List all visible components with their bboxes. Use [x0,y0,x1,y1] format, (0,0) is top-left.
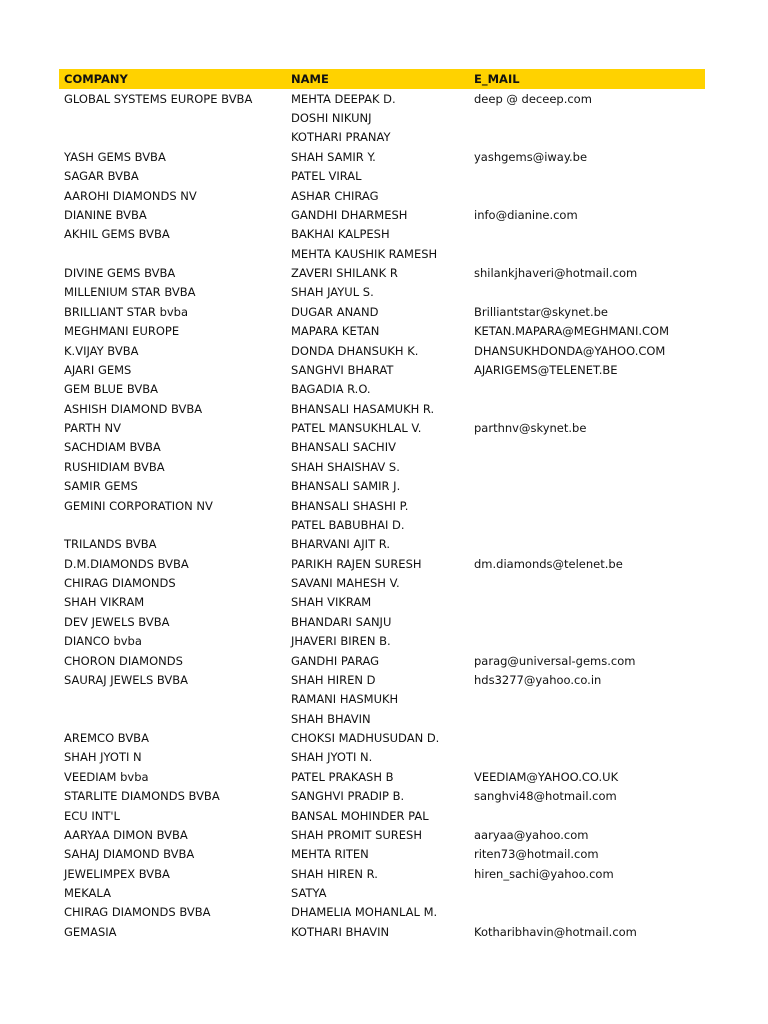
email-cell: dm.diamonds@telenet.be [474,556,623,571]
name-cell: SHAH VIKRAM [291,595,372,610]
table-row [59,554,705,573]
table-row [59,457,705,476]
table-row [59,632,705,651]
table-row [59,651,705,670]
company-cell: AJARI GEMS [64,362,132,377]
name-cell: PATEL MANSUKHLAL V. [291,421,422,436]
table-row [59,186,705,205]
table-row [59,341,705,360]
table-row [59,728,705,747]
table-row [59,845,705,864]
company-cell: MEGHMANI EUROPE [64,324,180,339]
email-cell: parthnv@skynet.be [474,421,587,436]
table-row [59,147,705,166]
company-cell: SHAH VIKRAM [64,595,145,610]
table-row [59,767,705,786]
email-cell: parag@universal-gems.com [474,653,636,668]
email-cell: hds3277@yahoo.co.in [474,672,602,687]
name-cell: SHAH PROMIT SURESH [291,827,423,842]
company-cell: GLOBAL SYSTEMS EUROPE BVBA [64,91,253,106]
table-row [59,167,705,186]
table-row [59,670,705,689]
name-cell: SAVANI MAHESH V. [291,576,400,591]
company-cell: TRILANDS BVBA [64,537,157,552]
name-cell: GANDHI PARAG [291,653,380,668]
company-cell: RUSHIDIAM BVBA [64,459,165,474]
table-row [59,864,705,883]
company-cell: GEMINI CORPORATION NV [64,498,213,513]
company-cell: SHAH JYOTI N [64,750,142,765]
company-cell: MEKALA [64,886,111,901]
email-cell: KETAN.MAPARA@MEGHMANI.COM [474,324,670,339]
company-cell: AAROHI DIAMONDS NV [64,188,197,203]
name-cell: BAGADIA R.O. [291,382,371,397]
company-cell: DIVINE GEMS BVBA [64,266,176,281]
name-cell: SHAH SHAISHAV S. [291,459,400,474]
name-cell: BAKHAI KALPESH [291,227,390,242]
company-cell: AREMCO BVBA [64,731,149,746]
company-cell: ASHISH DIAMOND BVBA [64,401,203,416]
name-cell: SATYA [291,886,327,901]
email-cell: VEEDIAM@YAHOO.CO.UK [474,769,619,784]
table-row [59,438,705,457]
table-row [59,108,705,127]
name-cell: JHAVERI BIREN B. [291,634,391,649]
name-cell: GANDHI DHARMESH [291,207,408,222]
company-cell: SACHDIAM BVBA [64,440,161,455]
table-row [59,806,705,825]
company-cell: CHIRAG DIAMONDS [64,576,176,591]
table-row [59,263,705,282]
name-cell: CHOKSI MADHUSUDAN D. [291,731,440,746]
table-row [59,360,705,379]
table-row [59,825,705,844]
name-cell: DUGAR ANAND [291,304,379,319]
email-cell: sanghvi48@hotmail.com [474,789,617,804]
name-cell: SHAH HIREN D [291,672,376,687]
company-cell: SAGAR BVBA [64,169,139,184]
name-cell: SHAH JAYUL S. [291,285,374,300]
table-row [59,244,705,263]
table-row [59,690,705,709]
table-row [59,709,705,728]
name-cell: SANGHVI BHARAT [291,362,394,377]
table-row [59,496,705,515]
name-cell: MEHTA DEEPAK D. [291,91,396,106]
table-row [59,128,705,147]
email-cell: riten73@hotmail.com [474,847,599,862]
email-cell: hiren_sachi@yahoo.com [474,866,614,881]
name-cell: PATEL PRAKASH B [291,769,394,784]
company-cell: GEMASIA [64,924,117,939]
table-row [59,903,705,922]
name-cell: MAPARA KETAN [291,324,380,339]
name-cell: BANSAL MOHINDER PAL [291,808,429,823]
company-cell: ECU INT'L [64,808,120,823]
name-cell: BHANSALI SHASHI P. [291,498,409,513]
company-cell: CHORON DIAMONDS [64,653,183,668]
name-cell: MEHTA KAUSHIK RAMESH [291,246,438,261]
email-cell: info@dianine.com [474,207,578,222]
name-cell: ZAVERI SHILANK R [291,266,398,281]
company-cell: JEWELIMPEX BVBA [64,866,170,881]
name-cell: SHAH HIREN R. [291,866,378,881]
table-row [59,205,705,224]
name-cell: SANGHVI PRADIP B. [291,789,405,804]
email-cell: yashgems@iway.be [474,149,588,164]
table-body [59,89,705,942]
table-row [59,515,705,534]
name-cell: BHANDARI SANJU [291,614,392,629]
company-cell: D.M.DIAMONDS BVBA [64,556,189,571]
table-row [59,535,705,554]
company-cell: K.VIJAY BVBA [64,343,139,358]
table-row [59,922,705,941]
email-cell: deep @ deceep.com [474,91,592,106]
header-company: COMPANY [64,72,128,86]
name-cell: BHANSALI HASAMUKH R. [291,401,435,416]
company-cell: PARTH NV [64,421,122,436]
table-row [59,612,705,631]
name-cell: DHAMELIA MOHANLAL M. [291,905,438,920]
name-cell: SHAH JYOTI N. [291,750,373,765]
name-cell: BHANSALI SACHIV [291,440,396,455]
name-cell: KOTHARI BHAVIN [291,924,390,939]
table-row [59,418,705,437]
company-cell: GEM BLUE BVBA [64,382,158,397]
company-cell: DIANCO bvba [64,634,142,649]
name-cell: BHARVANI AJIT R. [291,537,390,552]
name-cell: DONDA DHANSUKH K. [291,343,419,358]
table-row [59,573,705,592]
table-header [59,69,705,89]
email-cell: DHANSUKHDONDA@YAHOO.COM [474,343,666,358]
company-cell: STARLITE DIAMONDS BVBA [64,789,220,804]
company-cell: AKHIL GEMS BVBA [64,227,170,242]
name-cell: RAMANI HASMUKH [291,692,399,707]
table-row [59,477,705,496]
name-cell: SHAH BHAVIN [291,711,371,726]
name-cell: SHAH SAMIR Y. [291,149,376,164]
contact-table [59,69,705,942]
table-row [59,225,705,244]
table-row [59,283,705,302]
name-cell: MEHTA RITEN [291,847,369,862]
company-cell: YASH GEMS BVBA [64,149,166,164]
table-row [59,748,705,767]
name-cell: PATEL VIRAL [291,169,362,184]
company-cell: MILLENIUM STAR BVBA [64,285,196,300]
name-cell: KOTHARI PRANAY [291,130,391,145]
company-cell: DIANINE BVBA [64,207,147,222]
email-cell: aaryaa@yahoo.com [474,827,589,842]
name-cell: PATEL BABUBHAI D. [291,517,405,532]
email-cell: AJARIGEMS@TELENET.BE [474,362,618,377]
header-email: E_MAIL [474,72,520,86]
table-row [59,322,705,341]
company-cell: SAMIR GEMS [64,479,138,494]
email-cell: Kotharibhavin@hotmail.com [474,924,637,939]
company-cell: CHIRAG DIAMONDS BVBA [64,905,211,920]
table-row [59,399,705,418]
email-cell: shilankjhaveri@hotmail.com [474,266,638,281]
name-cell: DOSHI NIKUNJ [291,111,372,126]
table-row [59,883,705,902]
table-row [59,380,705,399]
email-cell: Brilliantstar@skynet.be [474,304,608,319]
table-row [59,302,705,321]
company-cell: DEV JEWELS BVBA [64,614,170,629]
name-cell: PARIKH RAJEN SURESH [291,556,422,571]
company-cell: VEEDIAM bvba [64,769,149,784]
table-row [59,89,705,108]
company-cell: SAHAJ DIAMOND BVBA [64,847,195,862]
header-name: NAME [291,72,329,86]
table-row [59,593,705,612]
company-cell: BRILLIANT STAR bvba [64,304,189,319]
company-cell: AARYAA DIMON BVBA [64,827,188,842]
name-cell: BHANSALI SAMIR J. [291,479,401,494]
name-cell: ASHAR CHIRAG [291,188,379,203]
table-row [59,787,705,806]
company-cell: SAURAJ JEWELS BVBA [64,672,189,687]
